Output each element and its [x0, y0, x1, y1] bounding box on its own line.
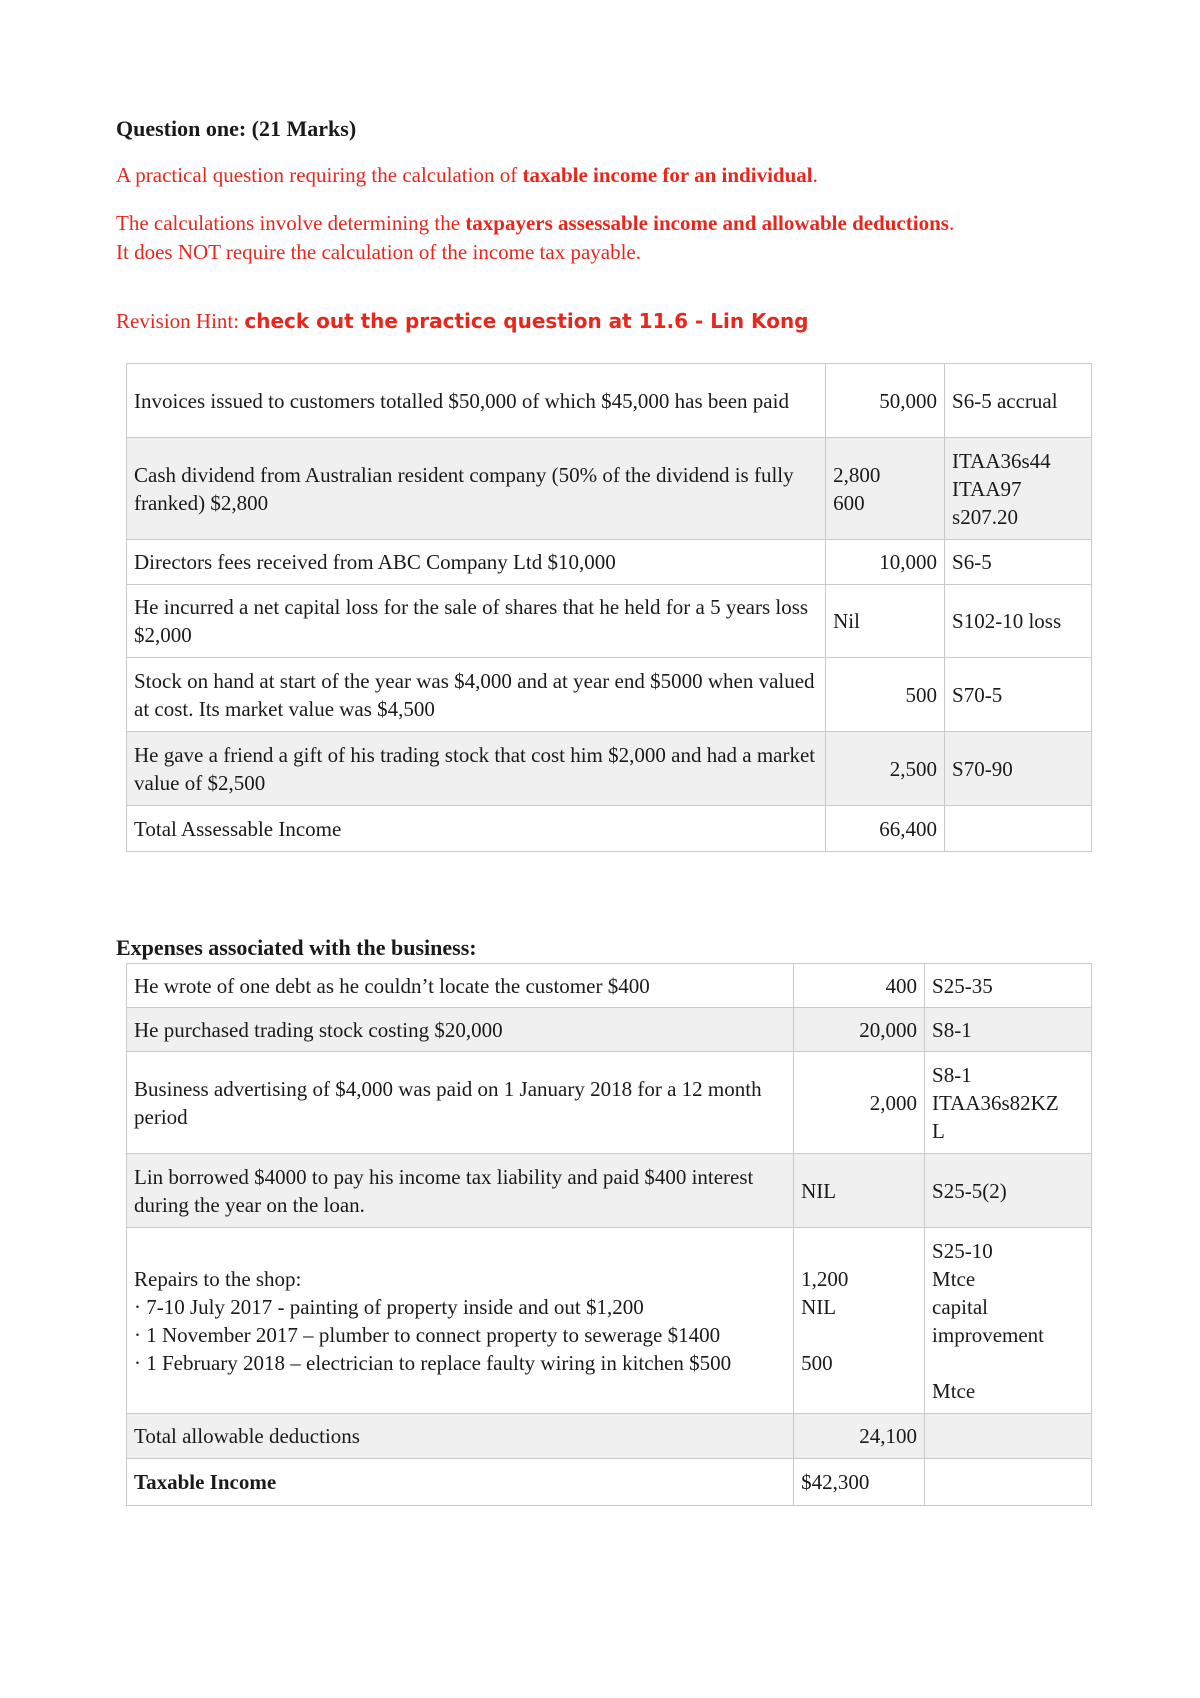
- intro-line-2-bold: taxpayers assessable income and allowable deductions: [465, 211, 949, 235]
- table-row: [127, 1052, 1092, 1154]
- table-row: [127, 585, 1092, 658]
- repairs-title: Repairs to the shop:: [134, 1266, 302, 1291]
- income-amount: Nil: [826, 585, 945, 658]
- table-row: [127, 1459, 1092, 1506]
- intro-line-3: It does NOT require the calculation of the income tax payable.: [116, 240, 641, 264]
- income-amount: 10,000: [826, 540, 945, 585]
- table-row: [127, 732, 1092, 806]
- repair-item: · 1 November 2017 – plumber to connect property to sewerage $1400: [134, 1322, 721, 1347]
- income-total-amount: 66,400: [826, 806, 945, 852]
- income-desc: He incurred a net capital loss for the sale of shares that he held for a 5 years loss $2,000: [127, 585, 826, 658]
- expense-amount: 2,000: [794, 1052, 925, 1154]
- income-ref: S6-5 accrual: [945, 364, 1092, 438]
- income-desc: Directors fees received from ABC Company Ltd $10,000: [127, 540, 826, 585]
- expense-desc: Business advertising of $4,000 was paid on 1 January 2018 for a 12 month period: [127, 1052, 794, 1154]
- table-row: [127, 1154, 1092, 1228]
- expense-desc: He purchased trading stock costing $20,000: [127, 1008, 794, 1052]
- taxable-income-label: Taxable Income: [127, 1459, 794, 1506]
- intro-line-2: [116, 209, 954, 238]
- repair-item: · 7-10 July 2017 - painting of property inside and out $1,200: [134, 1294, 644, 1319]
- income-amount: 50,000: [826, 364, 945, 438]
- income-desc: Stock on hand at start of the year was $4,000 and at year end $5000 when valued at cost. Its market value was $4,500: [127, 658, 826, 732]
- table-row: [127, 806, 1092, 852]
- taxable-income-amount: $42,300: [794, 1459, 925, 1506]
- intro-line-1-bold: taxable income for an individual: [522, 163, 813, 187]
- intro-line-1-text: A practical question requiring the calculation of: [116, 163, 523, 187]
- income-total-label: Total Assessable Income: [127, 806, 826, 852]
- expense-amount: 400: [794, 964, 925, 1008]
- repair-item: · 1 February 2018 – electrician to replace faulty wiring in kitchen $500: [134, 1350, 732, 1375]
- income-amount: 2,800 600: [826, 438, 945, 540]
- table-row: [127, 1414, 1092, 1459]
- expense-desc: Lin borrowed $4000 to pay his income tax liability and paid $400 interest during the year on the loan.: [127, 1154, 794, 1228]
- table-row: [127, 964, 1092, 1008]
- revision-hint: [116, 307, 809, 336]
- expense-desc: He wrote of one debt as he couldn’t locate the customer $400: [127, 964, 794, 1008]
- income-desc: He gave a friend a gift of his trading stock that cost him $2,000 and had a market value of $2,500: [127, 732, 826, 806]
- repairs-desc: [127, 1228, 794, 1414]
- expense-ref: [925, 1414, 1092, 1459]
- expense-ref: S8-1: [925, 1008, 1092, 1052]
- income-ref: S6-5: [945, 540, 1092, 585]
- income-amount: 2,500: [826, 732, 945, 806]
- income-desc: Invoices issued to customers totalled $50,000 of which $45,000 has been paid: [127, 364, 826, 438]
- revision-hint-label: Revision Hint:: [116, 309, 245, 333]
- repairs-refs: S25-10 Mtce capital improvement Mtce: [925, 1228, 1092, 1414]
- expense-ref: S25-35: [925, 964, 1092, 1008]
- deductions-total-amount: 24,100: [794, 1414, 925, 1459]
- table-row: [127, 658, 1092, 732]
- revision-hint-text: check out the practice question at 11.6 - Lin Kong: [244, 309, 809, 333]
- intro-line-1-suffix: .: [812, 163, 818, 187]
- table-row: [127, 364, 1092, 438]
- repairs-amounts: 1,200 NIL 500: [794, 1228, 925, 1414]
- income-ref: S70-5: [945, 658, 1092, 732]
- income-ref: S70-90: [945, 732, 1092, 806]
- table-row-repairs: [127, 1228, 1092, 1414]
- income-ref: ITAA36s44 ITAA97 s207.20: [945, 438, 1092, 540]
- table-row: [127, 540, 1092, 585]
- intro-line-1: [116, 161, 818, 190]
- income-ref: [945, 806, 1092, 852]
- income-ref: S102-10 loss: [945, 585, 1092, 658]
- intro-line-2-text: The calculations involve determining the: [116, 211, 466, 235]
- expense-ref: S8-1 ITAA36s82KZ L: [925, 1052, 1092, 1154]
- table-row: [127, 438, 1092, 540]
- question-heading: Question one: (21 Marks): [116, 116, 357, 141]
- deductions-total-label: Total allowable deductions: [127, 1414, 794, 1459]
- income-amount: 500: [826, 658, 945, 732]
- expense-ref: [925, 1459, 1092, 1506]
- expense-ref: S25-5(2): [925, 1154, 1092, 1228]
- expenses-table: [126, 963, 1092, 1506]
- table-row: [127, 1008, 1092, 1052]
- expense-amount: NIL: [794, 1154, 925, 1228]
- expense-amount: 20,000: [794, 1008, 925, 1052]
- income-table: [126, 363, 1092, 852]
- income-desc: Cash dividend from Australian resident company (50% of the dividend is fully franked) $2,800: [127, 438, 826, 540]
- intro-line-2-suffix: .: [948, 211, 955, 235]
- expenses-heading: Expenses associated with the business:: [116, 935, 477, 960]
